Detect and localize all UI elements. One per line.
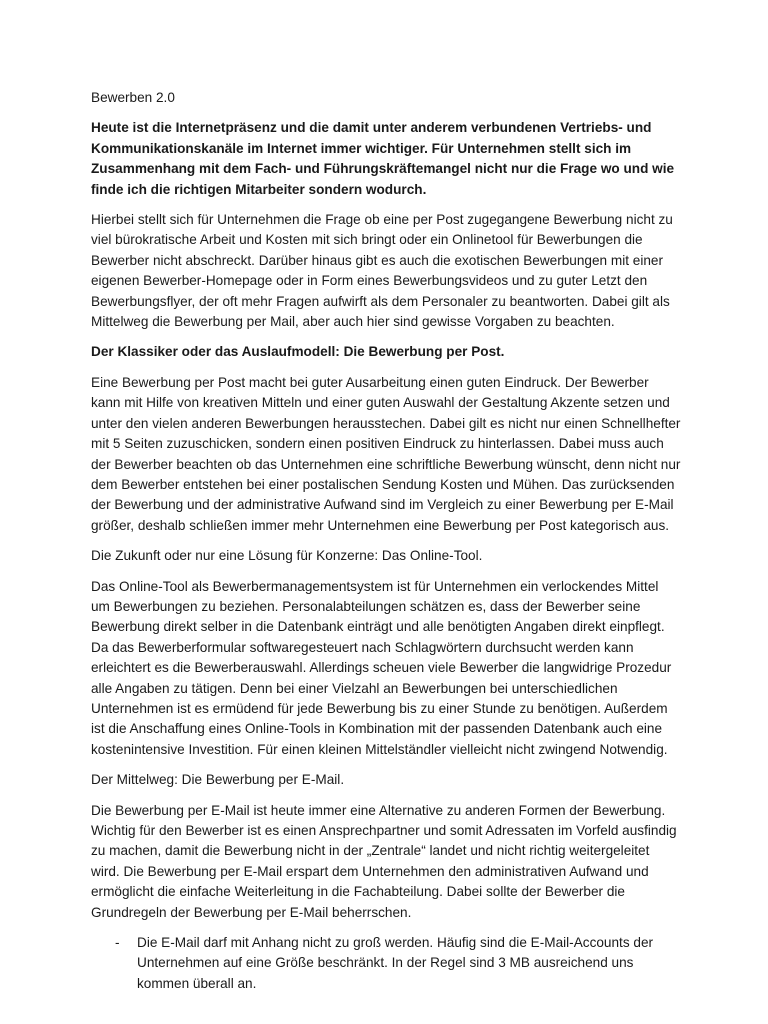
bullet-marker: -	[115, 935, 120, 951]
bullet-list	[91, 933, 681, 994]
document-page	[91, 88, 681, 994]
list-item	[91, 933, 681, 994]
heading-email: Der Mittelweg: Die Bewerbung per E-Mail.	[91, 772, 345, 788]
paragraph-email: Die Bewerbung per E-Mail ist heute immer eine Alternative zu anderen Formen der Bewerbung. Wichtig für den Bewerber ist es einen Ansprechpartner und somit Adressaten im Vorfeld ausfindig zu machen, damit die Bewerbung nicht in der „Zentrale“ landet und nicht richtig weitergeleitet wird. Die Bewerbung per E-Mail erspart dem Unternehmen den administrativen Aufwand und ermöglicht die einfache Weiterleitung in die Fachabteilung. Dabei sollte der Bewerber die Grundregeln der Bewerbung per E-Mail beherrschen.	[91, 802, 677, 920]
document-title: Bewerben 2.0	[91, 90, 175, 105]
bullet-text: Die E-Mail darf mit Anhang nicht zu groß werden. Häufig sind die E-Mail-Accounts der Unternehmen auf eine Größe beschränkt. In der Regel sind 3 MB ausreichend uns kommen überall an.	[137, 935, 654, 991]
paragraph-post: Eine Bewerbung per Post macht bei guter Ausarbeitung einen guten Eindruck. Der Bewerber kann mit Hilfe von kreativen Mitteln und einer guten Auswahl der Gestaltung Akzente setzen und unter den vielen anderen Bewerbungen herausstechen. Dabei gilt es nicht nur einen Schnellhefter mit 5 Seiten zuzuschicken, sondern einen positiven Eindruck zu hinterlassen. Dabei muss auch der Bewerber beachten ob das Unternehmen eine schriftliche Bewerbung wünscht, denn nicht nur dem Bewerber entstehen bei einer postalischen Sendung Kosten und Mühen. Das zurücksenden der Bewerbung und der administrative Aufwand sind im Vergleich zu einer Bewerbung per E-Mail größer, deshalb schließen immer mehr Unternehmen eine Bewerbung per Post kategorisch aus.	[91, 374, 681, 533]
paragraph-online: Das Online-Tool als Bewerbermanagementsystem ist für Unternehmen ein verlockendes Mittel um Bewerbungen zu beziehen. Personalabteilungen schätzen es, dass der Bewerber seine Bewerbung direkt selber in die Datenbank einträgt und alle benötigten Angaben direkt einpflegt. Da das Bewerberformular softwaregesteuert nach Schlagwörtern durchsucht werden kann erleichtert es die Bewerberauswahl. Allerdings scheuen viele Bewerber die langwidrige Prozedur alle Angaben zu tätigen. Denn bei einer Vielzahl an Bewerbungen bei unterschiedlichen Unternehmen ist es ermüdend für jede Bewerbung bis zu einer Stunde zu benötigen. Außerdem ist die Anschaffung eines Online-Tools in Kombination mit der passenden Datenbank auch eine kostenintensive Investition. Für einen kleinen Mittelständler vielleicht nicht zwingend Notwendig.	[91, 578, 672, 757]
heading-online: Die Zukunft oder nur eine Lösung für Konzerne: Das Online-Tool.	[91, 548, 483, 564]
intro-paragraph: Heute ist die Internetpräsenz und die damit unter anderem verbundenen Vertriebs- und Kommunikationskanäle im Internet immer wichtiger. Für Unternehmen stellt sich im Zusammenhang mit dem Fach- und Führungskräftemangel nicht nur die Frage wo und wie finde ich die richtigen Mitarbeiter sondern wodurch.	[91, 120, 675, 197]
paragraph-1: Hierbei stellt sich für Unternehmen die Frage ob eine per Post zugegangene Bewerbung nicht zu viel bürokratische Arbeit und Kosten mit sich bringt oder ein Onlinetool für Bewerbungen die Bewerber nicht abschreckt. Darüber hinaus gibt es auch die exotischen Bewerbungen mit einer eigenen Bewerber-Homepage oder in Form eines Bewerbungsvideos und zu guter Letzt den Bewerbungsflyer, der oft mehr Fragen aufwirft als dem Personaler zu beantworten. Dabei gilt als Mittelweg die Bewerbung per Mail, aber auch hier sind gewisse Vorgaben zu beachten.	[91, 212, 673, 330]
heading-post: Der Klassiker oder das Auslaufmodell: Die Bewerbung per Post.	[91, 344, 505, 360]
